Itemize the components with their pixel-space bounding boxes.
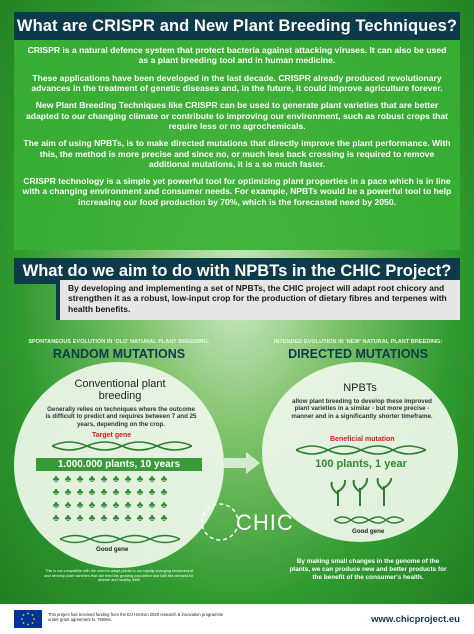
plant-icon: ♣	[148, 500, 156, 511]
plant-icon: ♣	[112, 500, 120, 511]
right-note: By making small changes in the genome of the plants, we can produce new and better products for the benefit of the consumer's health.	[289, 558, 447, 581]
left-circle-title: Conventional plant breeding	[74, 378, 166, 402]
right-good-gene: Good gene	[352, 528, 385, 535]
right-title: DIRECTED MUTATIONS	[288, 347, 428, 361]
plant-icon: ♣	[64, 474, 72, 485]
plant-icon: ♣	[88, 513, 96, 524]
dna-helix-icon	[334, 514, 404, 526]
eu-flag-icon	[14, 610, 42, 628]
plant-icon: ♣	[148, 513, 156, 524]
dna-helix-icon	[296, 442, 426, 458]
plant-icon: ♣	[124, 500, 132, 511]
plant-icon: ♣	[148, 474, 156, 485]
plant-icon: ♣	[112, 487, 120, 498]
plant-icon: ♣	[136, 513, 144, 524]
plant-icon: ♣	[100, 513, 108, 524]
intro-paragraph: CRISPR technology is a simple yet powerful tool for optimizing plant properties in a pace which is in line with a changing environment and consumer needs. For example, NPBTs would be a powerful tool to help increasing our food production by 70%, which is the forecasted need by 2050.	[22, 176, 452, 207]
funding-text: This project has received funding from the EU Horizon 2020 research & innovation programme under grant agreement N. 760891.	[48, 612, 224, 623]
arrow-right-icon	[224, 452, 260, 474]
right-description: allow plant breeding to develop these improved plant varieties in a similar - but more precise - manner and in a significantly shorter timeframe.	[291, 398, 433, 420]
dna-helix-icon	[60, 532, 180, 546]
plant-icon: ♣	[160, 500, 168, 511]
left-subtitle: SPONTANEOUS EVOLUTION IN 'OLD' NATURAL PLANT BREEDING:	[28, 339, 210, 345]
plant-icon: ♣	[52, 487, 60, 498]
right-plant-banner: 100 plants, 1 year	[315, 458, 407, 470]
plant-icon: ♣	[52, 474, 60, 485]
plant-icon: ♣	[76, 513, 84, 524]
right-subtitle: INTENDED EVOLUTION IN 'NEW' NATURAL PLANT BREEDING:	[273, 339, 443, 345]
plant-icon: ♣	[100, 487, 108, 498]
plant-icon: ♣	[124, 513, 132, 524]
plant-icon: ♣	[136, 487, 144, 498]
plant-icon: ♣	[52, 513, 60, 524]
plant-icon: ♣	[160, 513, 168, 524]
intro-section	[14, 40, 460, 250]
section2-title: What do we aim to do with NPBTs in the CHIC Project?	[22, 261, 452, 280]
plant-icon: ♣	[136, 474, 144, 485]
plant-icon: ♣	[88, 474, 96, 485]
website-link[interactable]: www.chicproject.eu	[371, 614, 460, 625]
plant-icon: ♣	[100, 474, 108, 485]
plant-icon: ♣	[88, 500, 96, 511]
plant-icon: ♣	[124, 487, 132, 498]
plant-icon: ♣	[112, 474, 120, 485]
intro-paragraph: These applications have been developed in the last decade. CRISPR already produced revolutionary advances in the treatment of genetic diseases and, in the future, it could improve agriculture forever.	[31, 72, 443, 93]
header-bar	[14, 12, 460, 40]
right-circle-title: NPBTs	[343, 382, 377, 394]
plant-icon: ♣	[136, 500, 144, 511]
target-gene-label: Target gene	[92, 432, 132, 439]
plant-icon: ♣	[64, 500, 72, 511]
dna-helix-icon	[52, 438, 192, 454]
left-description: Generally relies on techniques where the outcome is difficult to predict and requires between 7 and 25 years, depending on the crop.	[45, 406, 197, 428]
plant-icon: ♣	[88, 487, 96, 498]
beneficial-mutation-label: Beneficial mutation	[330, 436, 395, 443]
plant-grid	[50, 474, 170, 524]
plant-icon: ♣	[148, 487, 156, 498]
plant-icon: ♣	[160, 487, 168, 498]
plant-icon: ♣	[76, 500, 84, 511]
plant-icon: ♣	[112, 513, 120, 524]
plant-icon: ♣	[52, 500, 60, 511]
intro-paragraph: New Plant Breeding Techniques like CRISPR can be used to generate plant varieties that are better adapted to our changing climate or contribute to improving our environment, such as robust crops that require less or no agrochemicals.	[25, 100, 449, 131]
left-title: RANDOM MUTATIONS	[52, 347, 186, 361]
plant-icon: ♣	[100, 500, 108, 511]
plant-sprout-icon	[328, 478, 398, 508]
intro-paragraph: The aim of using NPBTs, is to make directed mutations that directly improve the plant performance. With this, the method is more precise and since no, or much less back crossing is required to remove additional mutations, it is a so much faster.	[23, 138, 451, 169]
left-plant-banner: 1.000.000 plants, 10 years	[36, 458, 202, 471]
intro-paragraph: CRISPR is a natural defence system that protect bacteria against attacking viruses. It can also be used as a plant breeding tool and in human medicine.	[27, 45, 447, 66]
chic-logo-text: CHIC	[236, 510, 294, 535]
page-title: What are CRISPR and New Plant Breeding Techniques?	[16, 16, 458, 35]
plant-icon: ♣	[64, 487, 72, 498]
left-fine-print: This is not compatible with the need to adapt plants to our rapidly changing environment and develop plant varieties that can feed the growing population and fulfil the demand for diverse and healthy diets	[44, 569, 194, 583]
plant-icon: ♣	[160, 474, 168, 485]
plant-icon: ♣	[76, 474, 84, 485]
plant-icon: ♣	[64, 513, 72, 524]
left-good-gene: Good gene	[96, 546, 129, 553]
plant-icon: ♣	[124, 474, 132, 485]
plant-icon: ♣	[76, 487, 84, 498]
aim-box: By developing and implementing a set of NPBTs, the CHIC project will adapt root chicory and strengthen it as a robust, low-input crop for the production of dietary fibres and terpenes with health benefits.	[56, 280, 460, 320]
